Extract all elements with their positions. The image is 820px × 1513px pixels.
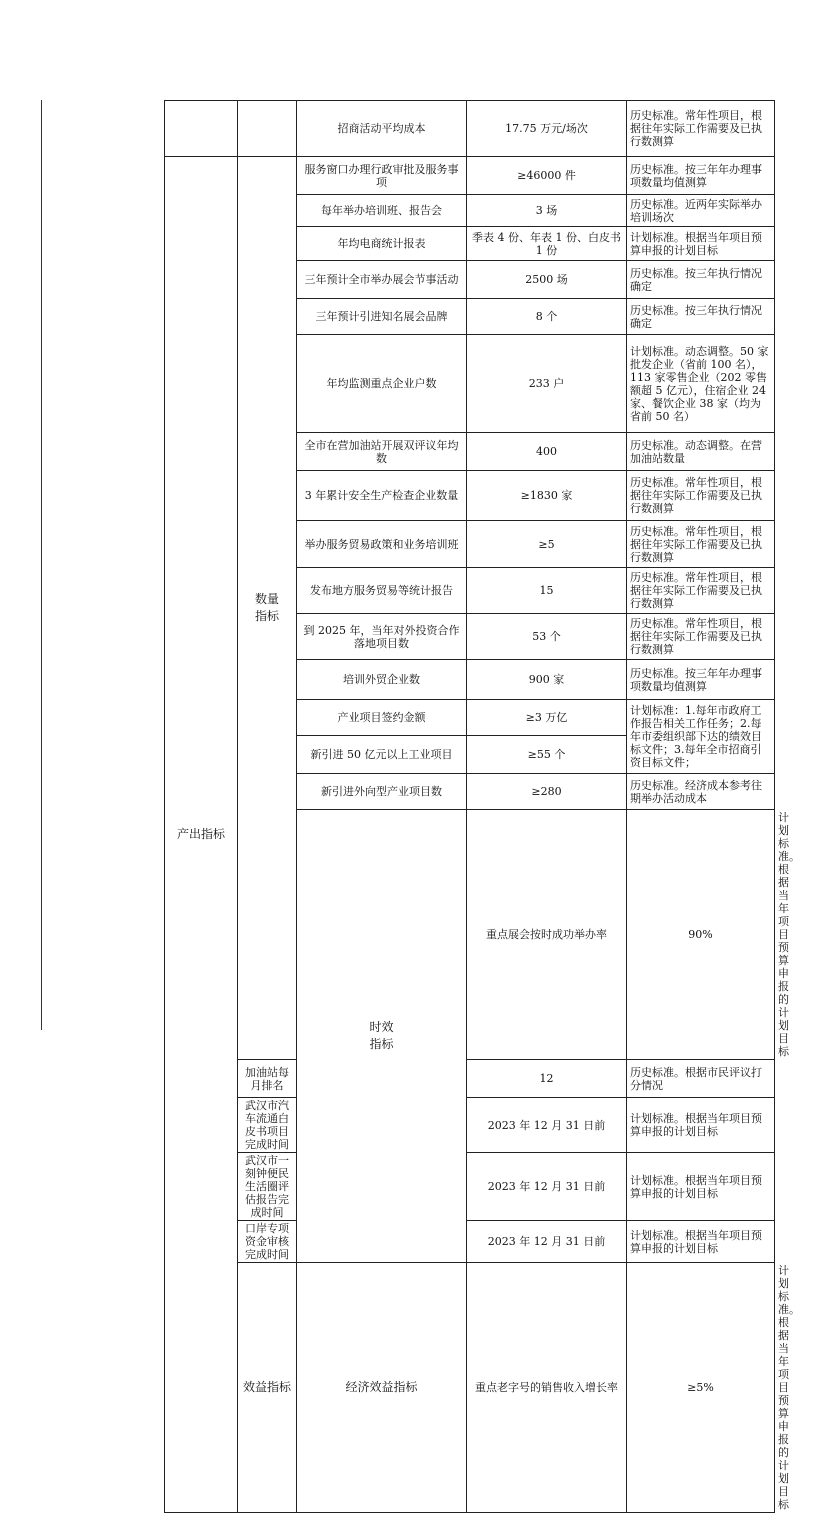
indicator-basis: 计划标准。根据当年项目预算申报的计划目标 [627,1098,775,1153]
indicator-value: 2023 年 12 月 31 日前 [467,1221,627,1263]
indicator-name: 口岸专项资金审核完成时间 [238,1221,297,1263]
indicator-name: 年均电商统计报表 [297,227,467,261]
indicator-name: 举办服务贸易政策和业务培训班 [297,521,467,568]
page-margin-line [41,100,42,1030]
indicator-value: ≥55 个 [467,736,627,774]
indicator-value: 90% [627,810,775,1060]
level2-cell-continued [238,101,297,157]
indicator-name: 服务窗口办理行政审批及服务事项 [297,157,467,195]
indicator-name: 发布地方服务贸易等统计报告 [297,568,467,614]
level2-quantity-cell [238,157,297,1060]
indicator-name: 全市在营加油站开展双评议年均数 [297,433,467,471]
indicator-value: 17.75 万元/场次 [467,101,627,157]
indicator-basis: 历史标准。按三年年办理事项数量均值测算 [627,660,775,700]
indicator-basis: 历史标准。动态调整。在营加油站数量 [627,433,775,471]
level1-output-label: 产出指标 [176,827,225,841]
indicator-basis: 计划标准。根据当年项目预算申报的计划目标 [627,227,775,261]
indicator-basis: 历史标准。按三年执行情况确定 [627,261,775,299]
indicator-name: 培训外贸企业数 [297,660,467,700]
indicator-name: 重点展会按时成功举办率 [467,810,627,1060]
indicator-basis: 历史标准。按三年年办理事项数量均值测算 [627,157,775,195]
indicator-name: 武汉市汽车流通白皮书项目完成时间 [238,1098,297,1153]
indicator-value: ≥5% [627,1263,775,1513]
indicator-name: 加油站每月排名 [238,1060,297,1098]
indicator-name: 新引进外向型产业项目数 [297,774,467,810]
indicator-basis: 历史标准。常年性项目，根据往年实际工作需要及已执行数测算 [627,614,775,660]
indicator-value: 12 [467,1060,627,1098]
level2-economic-cell [297,1263,467,1513]
indicator-name: 到 2025 年，当年对外投资合作落地项目数 [297,614,467,660]
indicator-value: 2500 场 [467,261,627,299]
table-row: 效益指标 经济效益指标 重点老字号的销售收入增长率 ≥5% 计划标准。根据当年项目预算申报的计划目标 [165,1263,775,1513]
level2-timeliness-label: 时效指标 [369,1020,394,1051]
indicator-value: ≥5 [467,521,627,568]
level1-benefit-label: 效益指标 [242,1380,291,1394]
table-row [165,1221,775,1263]
indicator-value: 2023 年 12 月 31 日前 [467,1153,627,1221]
indicator-basis: 历史标准。经济成本参考往期举办活动成本 [627,774,775,810]
indicator-value: 233 户 [467,335,627,433]
indicator-basis: 历史标准。根据市民评议打分情况 [627,1060,775,1098]
indicator-basis: 历史标准。常年性项目，根据往年实际工作需要及已执行数测算 [627,521,775,568]
indicator-name: 武汉市一刻钟便民生活圈评估报告完成时间 [238,1153,297,1221]
level1-output-cell [165,157,238,1513]
indicator-value: 8 个 [467,299,627,335]
table-row [165,1060,775,1098]
table-row [165,101,775,157]
indicator-value: 53 个 [467,614,627,660]
level1-cell-continued [165,101,238,157]
indicator-value: 15 [467,568,627,614]
table-row [165,157,775,195]
indicator-name: 三年预计引进知名展会品牌 [297,299,467,335]
level1-benefit-cell [238,1263,297,1513]
indicator-value: 400 [467,433,627,471]
indicator-basis: 计划标准。动态调整。50 家批发企业（省前 100 名），113 家零售企业（202 零售额超 5 亿元），住宿企业 24 家、餐饮企业 38 家（均为省前 50 名） [627,335,775,433]
indicator-value: 900 家 [467,660,627,700]
indicator-value: ≥46000 件 [467,157,627,195]
indicator-name: 产业项目签约金额 [297,700,467,736]
indicator-basis: 计划标准。根据当年项目预算申报的计划目标 [627,1153,775,1221]
level2-timeliness-cell [297,810,467,1263]
indicator-value: 季表 4 份、年表 1 份、白皮书 1 份 [467,227,627,261]
indicator-name: 年均监测重点企业户数 [297,335,467,433]
indicator-basis: 历史标准。常年性项目，根据往年实际工作需要及已执行数测算 [627,471,775,521]
indicator-basis: 历史标准。常年性项目，根据往年实际工作需要及已执行数测算 [627,568,775,614]
indicator-basis: 历史标准。近两年实际举办培训场次 [627,195,775,227]
table-row [165,1153,775,1221]
indicator-name: 3 年累计安全生产检查企业数量 [297,471,467,521]
indicator-name: 重点老字号的销售收入增长率 [467,1263,627,1513]
indicator-value: 3 场 [467,195,627,227]
indicator-basis: 历史标准。常年性项目，根据往年实际工作需要及已执行数测算 [627,101,775,157]
level2-economic-label: 经济效益指标 [345,1380,418,1394]
indicator-name: 招商活动平均成本 [297,101,467,157]
indicator-value: ≥1830 家 [467,471,627,521]
table-row [165,1098,775,1153]
indicator-value: 2023 年 12 月 31 日前 [467,1098,627,1153]
performance-indicator-table [164,100,800,1513]
indicator-basis: 历史标准。按三年执行情况确定 [627,299,775,335]
indicator-basis: 计划标准：1.每年市政府工作报告相关工作任务；2.每年市委组织部下达的绩效目标文件；3.每年全市招商引资目标文件； [627,700,775,774]
indicator-basis: 计划标准。根据当年项目预算申报的计划目标 [627,1221,775,1263]
indicator-name: 每年举办培训班、报告会 [297,195,467,227]
indicator-value: ≥280 [467,774,627,810]
table-row: 时效指标 重点展会按时成功举办率 90% 计划标准。根据当年项目预算申报的计划目标 [165,810,775,1060]
level2-quantity-label: 数量指标 [254,592,279,623]
indicator-value: ≥3 万亿 [467,700,627,736]
indicator-name: 新引进 50 亿元以上工业项目 [297,736,467,774]
indicator-name: 三年预计全市举办展会节事活动 [297,261,467,299]
